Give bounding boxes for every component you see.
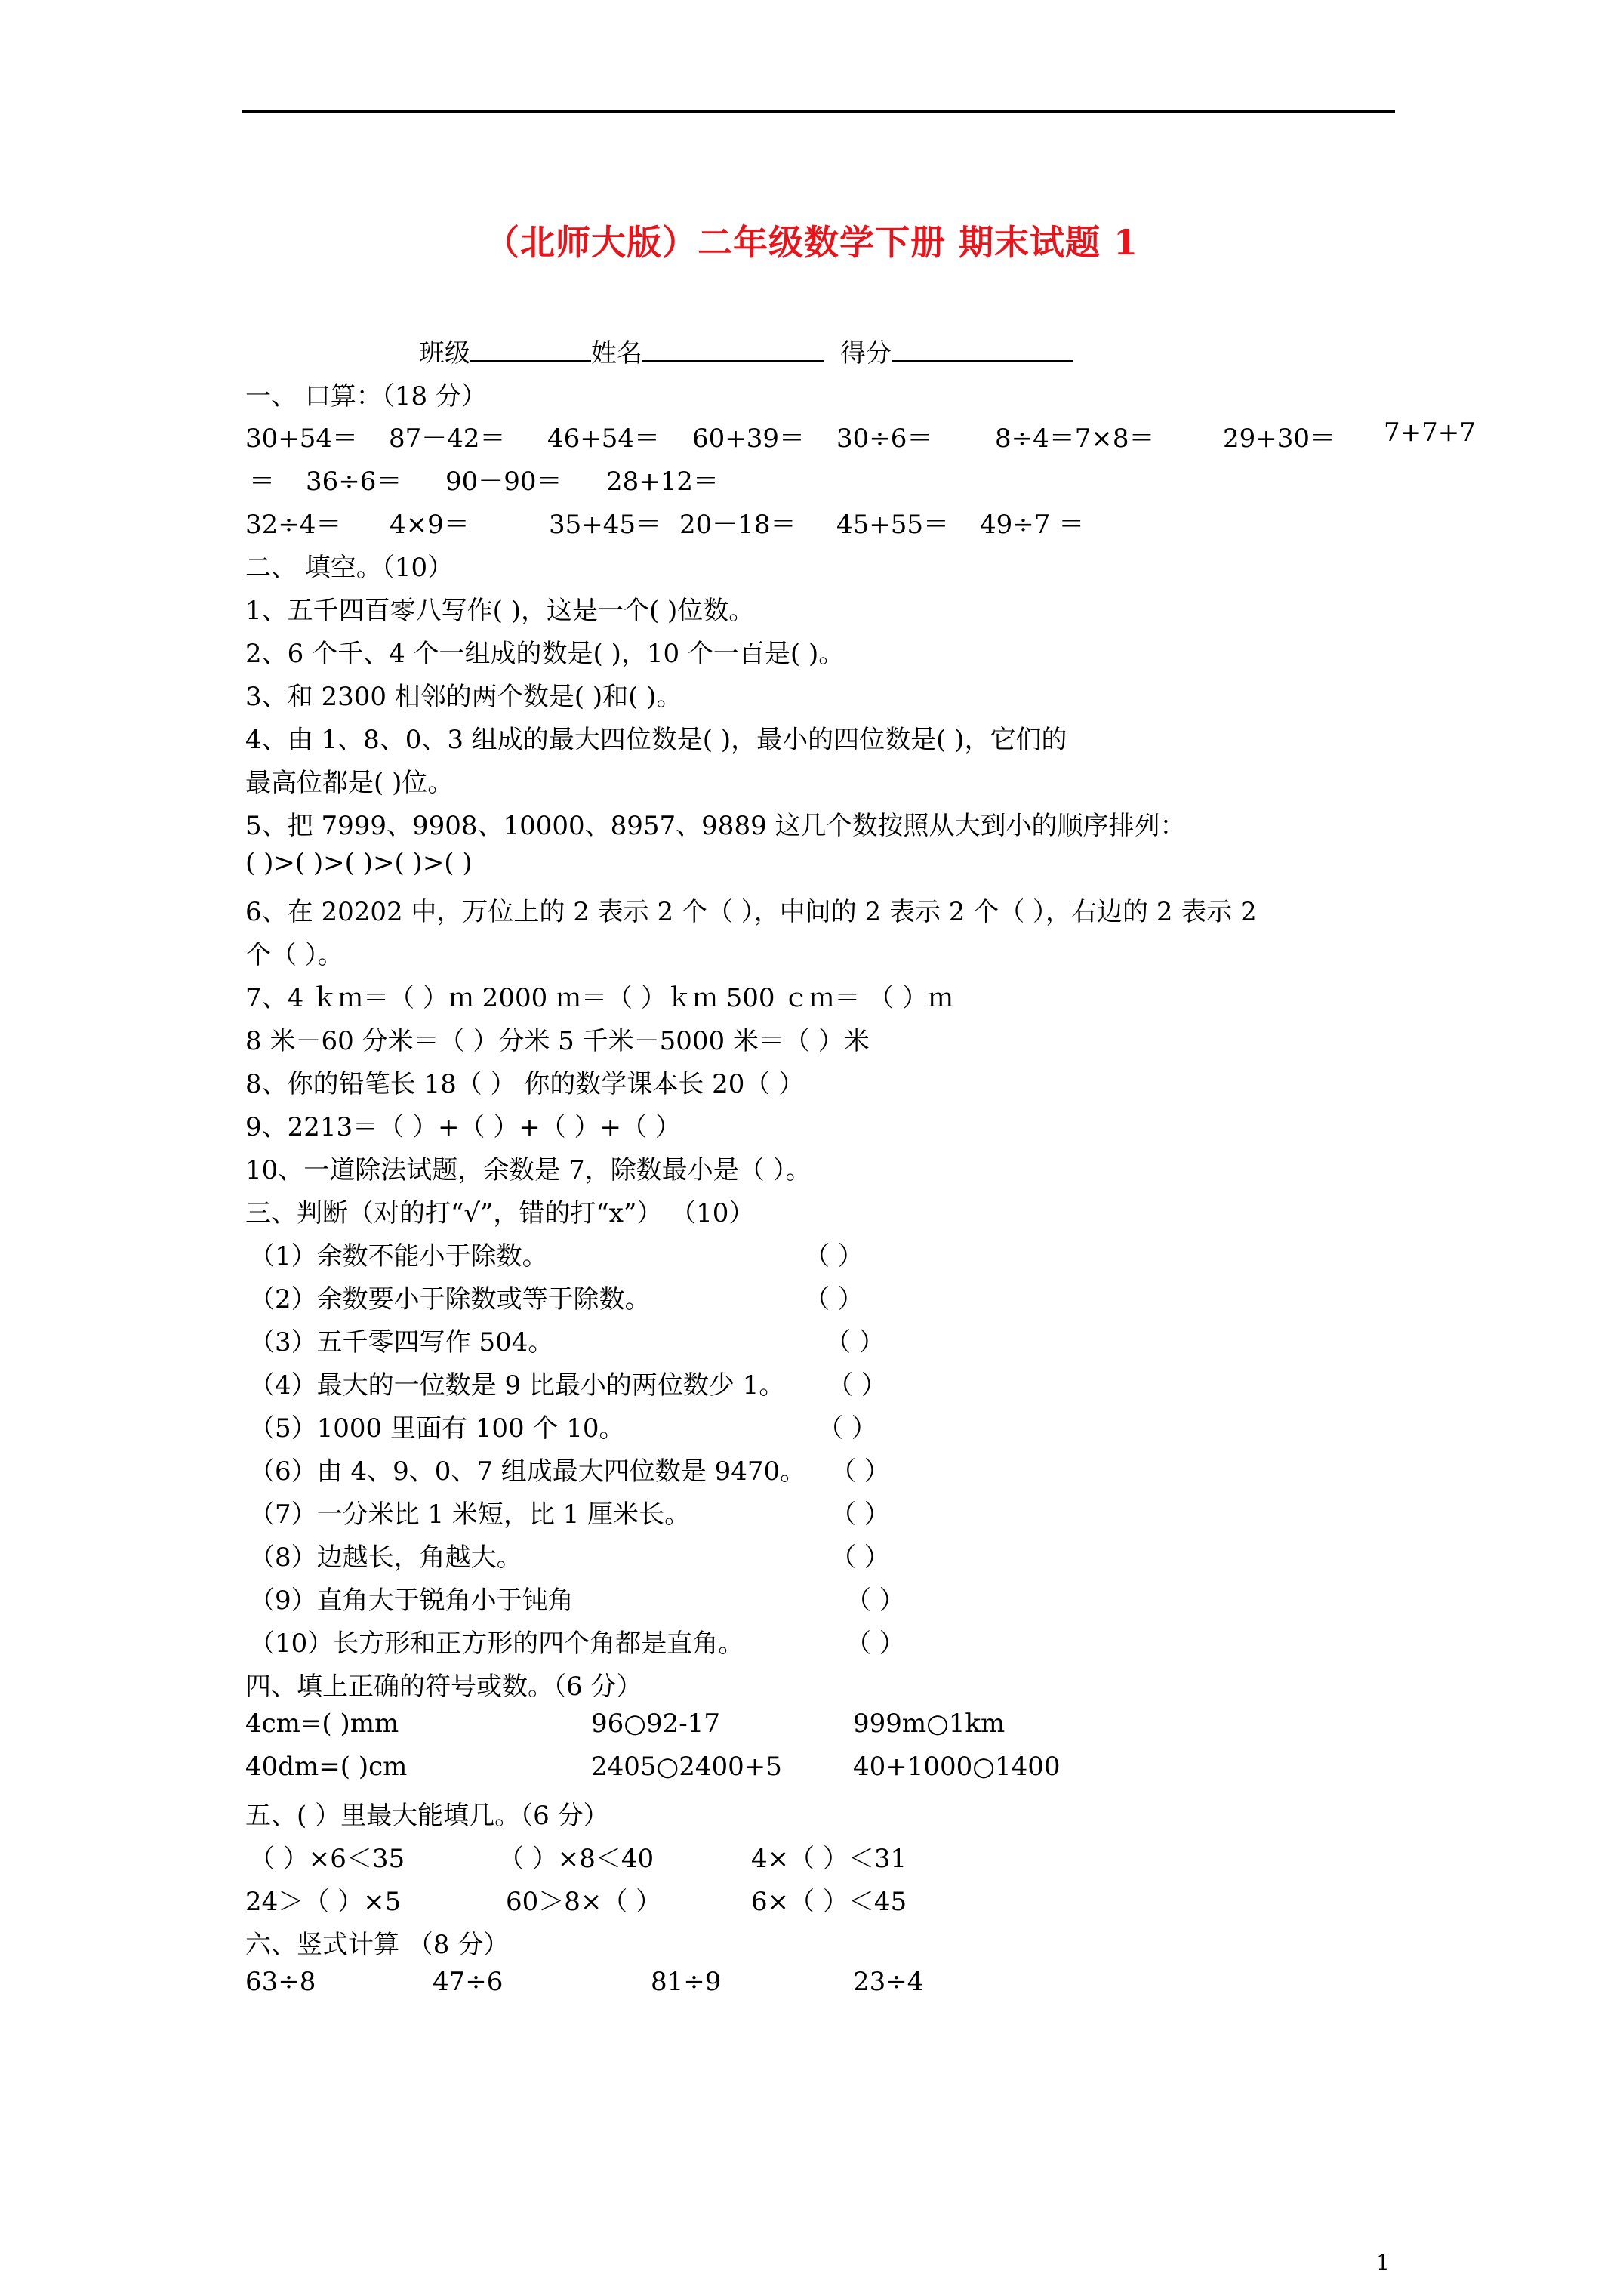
judge-answer-blank[interactable]: （ ） [818,1413,877,1444]
fill-question: 个（ ）。 [245,940,343,970]
oral-calc-item: 7+7+7 [1384,418,1476,448]
judge-item: （3）五千零四写作 504。 [249,1327,554,1358]
section1-heading: 一、 口算：（18 分） [245,381,487,411]
fill-question: 8、你的铅笔长 18（ ） 你的数学课本长 20（ ） [245,1069,805,1099]
oral-calc-item: 49÷7 ＝ [980,510,1085,540]
fill-question: 5、把 7999、9908、10000、8957、9889 这几个数按照从大到小的顺序排列： [245,811,1186,841]
fill-question: 4、由 1、8、0、3 组成的最大四位数是( )，最小的四位数是( )，它们的 [245,725,1067,755]
symbol-item: 40+1000○1400 [853,1752,1061,1782]
judge-item: （4）最大的一位数是 9 比最小的两位数少 1。 [249,1370,785,1401]
vertical-calc-item: 23÷4 [853,1967,924,1997]
judge-item: （6）由 4、9、0、7 组成最大四位数是 9470。 [249,1456,806,1487]
name-blank[interactable] [642,337,824,362]
score-blank[interactable] [892,337,1073,362]
max-fill-item: 6×（ ）＜45 [751,1887,907,1917]
oral-calc-item: 87－42＝ [389,424,506,454]
judge-item: （7）一分米比 1 米短，比 1 厘米长。 [249,1499,691,1530]
judge-answer-blank[interactable]: （ ） [804,1241,864,1271]
judge-item: （1）余数不能小于除数。 [249,1241,548,1271]
judge-item: （8）边越长，角越大。 [249,1542,522,1573]
oral-calc-item: 60+39＝ [692,424,805,454]
oral-calc-item: 30÷6＝ [836,424,933,454]
score-label: 得分 [840,338,892,368]
vertical-calc-item: 47÷6 [433,1967,504,1997]
judge-item: （9）直角大于锐角小于钝角 [249,1586,574,1616]
judge-answer-blank[interactable]: （ ） [845,1586,905,1616]
judge-answer-blank[interactable]: （ ） [825,1327,885,1358]
fill-question: ( )>( )>( )>( )>( ) [245,848,473,878]
oral-calc-item: 90－90＝ [445,467,562,497]
max-fill-item: 4×（ ）＜31 [751,1844,907,1874]
max-fill-item: （ ）×6＜35 [249,1844,405,1874]
symbol-item: 999m○1km [853,1709,1006,1739]
fill-question: 7、4 ｋｍ＝（ ）ｍ 2000 ｍ＝（ ）ｋｍ 500 ｃｍ＝ （ ）ｍ [245,983,953,1013]
max-fill-item: 60＞8×（ ） [506,1887,662,1917]
fill-question: 3、和 2300 相邻的两个数是( )和( )。 [245,682,682,712]
vertical-calc-item: 63÷8 [245,1967,316,1997]
page-number: 1 [1376,2250,1390,2275]
class-blank[interactable] [470,337,591,362]
symbol-item: 2405○2400+5 [591,1752,782,1782]
oral-calc-item: 35+45＝ [549,510,662,540]
section3-heading: 三、判断（对的打“√”，错的打“x”） （10） [245,1198,755,1228]
judge-answer-blank[interactable]: （ ） [830,1456,890,1487]
class-label: 班级 [419,338,470,368]
max-fill-item: （ ）×8＜40 [498,1844,654,1874]
oral-calc-item: 30+54＝ [245,424,359,454]
symbol-item: 4cm=( )mm [245,1709,399,1739]
oral-calc-item: 45+55＝ [836,510,950,540]
fill-question: 最高位都是( )位。 [245,768,454,798]
page-title: （北师大版）二年级数学下册 期末试题 1 [484,222,1139,263]
fill-question: 2、6 个千、4 个一组成的数是( )，10 个一百是( )。 [245,639,845,669]
oral-calc-item: 32÷4＝ [245,510,342,540]
section5-heading: 五、( ）里最大能填几。（6 分） [245,1801,609,1831]
judge-answer-blank[interactable]: （ ） [804,1284,864,1314]
name-label: 姓名 [591,338,642,368]
fill-question: 10、一道除法试题，余数是 7，除数最小是（ ）。 [245,1155,812,1185]
max-fill-item: 24＞（ ）×5 [245,1887,402,1917]
judge-item: （2）余数要小于除数或等于除数。 [249,1284,651,1314]
vertical-calc-item: 81÷9 [651,1967,722,1997]
section2-heading: 二、 填空。（10） [245,553,454,583]
symbol-item: 40dm=( )cm [245,1752,408,1782]
judge-answer-blank[interactable]: （ ） [845,1629,905,1659]
judge-item: （5）1000 里面有 100 个 10。 [249,1413,625,1444]
symbol-item: 96○92-17 [591,1709,720,1739]
judge-answer-blank[interactable]: （ ） [827,1370,887,1401]
fill-question: 8 米－60 分米＝（ ）分米 5 千米－5000 米＝（ ）米 [245,1026,870,1056]
fill-question: 1、五千四百零八写作( )，这是一个( )位数。 [245,596,755,626]
judge-answer-blank[interactable]: （ ） [830,1499,890,1530]
oral-calc-item: 46+54＝ [547,424,661,454]
fill-question: 6、在 20202 中，万位上的 2 表示 2 个（ ），中间的 2 表示 2 个（ ），右边的 2 表示 2 [245,897,1257,927]
header-rule [242,110,1395,113]
section6-heading: 六、竖式计算 （8 分） [245,1930,510,1960]
judge-answer-blank[interactable]: （ ） [830,1542,890,1573]
oral-calc-item: 28+12＝ [606,467,719,497]
fill-question: 9、2213＝（ ）+（ ）+（ ）+（ ） [245,1112,681,1142]
oral-calc-item: 29+30＝ [1223,424,1336,454]
oral-calc-item: 4×9＝ [390,510,470,540]
oral-calc-item: ＝ [249,467,275,497]
oral-calc-item: 20－18＝ [679,510,796,540]
oral-calc-item: 36÷6＝ [306,467,402,497]
oral-calc-item: 8÷4＝7×8＝ [995,424,1155,454]
judge-item: （10）长方形和正方形的四个角都是直角。 [249,1629,744,1659]
section4-heading: 四、填上正确的符号或数。（6 分） [245,1672,642,1702]
student-info-line [419,332,1073,369]
